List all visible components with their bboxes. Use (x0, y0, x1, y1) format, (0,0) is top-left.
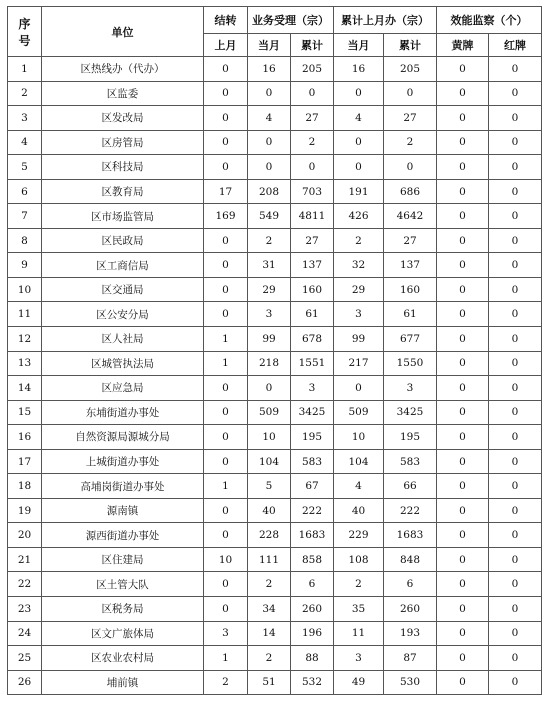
cell-carry-last-month: 1 (204, 327, 248, 352)
cell-yellow-card: 0 (437, 253, 489, 278)
cell-cumulative-total: 27 (384, 106, 437, 131)
cell-yellow-card: 0 (437, 130, 489, 155)
cell-business-total: 88 (291, 646, 334, 671)
cell-seq: 22 (8, 572, 42, 597)
cell-cumulative-total: 137 (384, 253, 437, 278)
cell-cumulative-total: 848 (384, 547, 437, 572)
cell-seq: 19 (8, 498, 42, 523)
header-this-month-cumulative: 当月 (334, 34, 384, 57)
cell-red-card: 0 (489, 646, 542, 671)
table-row (8, 572, 542, 597)
cell-cumulative-this-month: 104 (334, 449, 384, 474)
cell-red-card: 0 (489, 179, 542, 204)
cell-unit: 区民政局 (42, 228, 204, 253)
cell-cumulative-total: 2 (384, 130, 437, 155)
cell-cumulative-this-month: 35 (334, 597, 384, 622)
cell-cumulative-this-month: 108 (334, 547, 384, 572)
cell-cumulative-total: 222 (384, 498, 437, 523)
cell-business-this-month: 0 (248, 155, 291, 180)
cell-seq: 14 (8, 376, 42, 401)
cell-business-this-month: 104 (248, 449, 291, 474)
cell-seq: 10 (8, 277, 42, 302)
cell-business-this-month: 2 (248, 572, 291, 597)
cell-cumulative-this-month: 16 (334, 57, 384, 82)
table-row (8, 81, 542, 106)
cell-business-total: 260 (291, 597, 334, 622)
cell-carry-last-month: 0 (204, 302, 248, 327)
cell-carry-last-month: 0 (204, 106, 248, 131)
cell-red-card: 0 (489, 228, 542, 253)
table-row (8, 646, 542, 671)
cell-cumulative-this-month: 11 (334, 621, 384, 646)
cell-unit: 高埔岗街道办事处 (42, 474, 204, 499)
cell-business-this-month: 14 (248, 621, 291, 646)
cell-unit: 区公安分局 (42, 302, 204, 327)
cell-business-this-month: 34 (248, 597, 291, 622)
cell-business-total: 67 (291, 474, 334, 499)
cell-carry-last-month: 10 (204, 547, 248, 572)
cell-business-total: 1683 (291, 523, 334, 548)
cell-carry-last-month: 0 (204, 597, 248, 622)
cell-red-card: 0 (489, 302, 542, 327)
cell-business-total: 6 (291, 572, 334, 597)
cell-seq: 13 (8, 351, 42, 376)
cell-business-total: 3425 (291, 400, 334, 425)
cell-cumulative-total: 0 (384, 81, 437, 106)
header-yellow-card: 黄牌 (437, 34, 489, 57)
cell-seq: 7 (8, 204, 42, 229)
cell-unit: 区市场监管局 (42, 204, 204, 229)
cell-seq: 17 (8, 449, 42, 474)
cell-red-card: 0 (489, 106, 542, 131)
cell-business-total: 196 (291, 621, 334, 646)
cell-carry-last-month: 0 (204, 130, 248, 155)
cell-red-card: 0 (489, 670, 542, 695)
cell-cumulative-total: 193 (384, 621, 437, 646)
cell-seq: 11 (8, 302, 42, 327)
cell-cumulative-total: 530 (384, 670, 437, 695)
cell-unit: 埔前镇 (42, 670, 204, 695)
cell-carry-last-month: 0 (204, 449, 248, 474)
cell-red-card: 0 (489, 572, 542, 597)
cell-business-this-month: 4 (248, 106, 291, 131)
header-seq-top: 序 (18, 16, 31, 31)
cell-cumulative-this-month: 4 (334, 474, 384, 499)
table-row (8, 670, 542, 695)
cell-yellow-card: 0 (437, 498, 489, 523)
cell-seq: 12 (8, 327, 42, 352)
table-row (8, 498, 542, 523)
cell-seq: 24 (8, 621, 42, 646)
cell-unit: 区科技局 (42, 155, 204, 180)
cell-cumulative-total: 66 (384, 474, 437, 499)
cell-red-card: 0 (489, 155, 542, 180)
table-row (8, 376, 542, 401)
cell-yellow-card: 0 (437, 351, 489, 376)
cell-seq: 4 (8, 130, 42, 155)
cell-seq: 15 (8, 400, 42, 425)
cell-yellow-card: 0 (437, 425, 489, 450)
table-row (8, 155, 542, 180)
cell-business-this-month: 40 (248, 498, 291, 523)
cell-seq: 6 (8, 179, 42, 204)
header-seq-bottom: 号 (18, 33, 31, 48)
cell-seq: 2 (8, 81, 42, 106)
table-row (8, 179, 542, 204)
cell-unit: 区应急局 (42, 376, 204, 401)
cell-unit: 区房管局 (42, 130, 204, 155)
cell-seq: 9 (8, 253, 42, 278)
cell-yellow-card: 0 (437, 547, 489, 572)
cell-carry-last-month: 0 (204, 57, 248, 82)
table-row (8, 351, 542, 376)
cell-cumulative-this-month: 0 (334, 81, 384, 106)
cell-business-total: 160 (291, 277, 334, 302)
cell-business-total: 532 (291, 670, 334, 695)
cell-business-total: 205 (291, 57, 334, 82)
cell-seq: 26 (8, 670, 42, 695)
cell-red-card: 0 (489, 204, 542, 229)
cell-cumulative-this-month: 40 (334, 498, 384, 523)
cell-business-total: 27 (291, 106, 334, 131)
cell-cumulative-this-month: 0 (334, 130, 384, 155)
cell-red-card: 0 (489, 81, 542, 106)
header-red-card: 红牌 (489, 34, 542, 57)
table-row (8, 425, 542, 450)
header-total-business: 累计 (291, 34, 334, 57)
cell-carry-last-month: 2 (204, 670, 248, 695)
cell-carry-last-month: 0 (204, 376, 248, 401)
cell-yellow-card: 0 (437, 646, 489, 671)
cell-yellow-card: 0 (437, 474, 489, 499)
cell-cumulative-this-month: 191 (334, 179, 384, 204)
cell-business-this-month: 228 (248, 523, 291, 548)
cell-seq: 1 (8, 57, 42, 82)
cell-yellow-card: 0 (437, 81, 489, 106)
cell-unit: 区税务局 (42, 597, 204, 622)
cell-seq: 23 (8, 597, 42, 622)
cell-business-total: 1551 (291, 351, 334, 376)
header-this-month-business: 当月 (248, 34, 291, 57)
cell-cumulative-total: 686 (384, 179, 437, 204)
cell-cumulative-total: 260 (384, 597, 437, 622)
cell-business-this-month: 2 (248, 228, 291, 253)
cell-yellow-card: 0 (437, 302, 489, 327)
cell-carry-last-month: 0 (204, 523, 248, 548)
cell-carry-last-month: 0 (204, 277, 248, 302)
cell-unit: 自然资源局源城分局 (42, 425, 204, 450)
cell-business-this-month: 31 (248, 253, 291, 278)
cell-yellow-card: 0 (437, 670, 489, 695)
cell-red-card: 0 (489, 376, 542, 401)
cell-business-total: 0 (291, 81, 334, 106)
cell-carry-last-month: 0 (204, 498, 248, 523)
cell-cumulative-total: 3425 (384, 400, 437, 425)
cell-unit: 区发改局 (42, 106, 204, 131)
cell-cumulative-this-month: 49 (334, 670, 384, 695)
cell-business-this-month: 51 (248, 670, 291, 695)
cell-business-this-month: 99 (248, 327, 291, 352)
cell-yellow-card: 0 (437, 449, 489, 474)
cell-cumulative-this-month: 4 (334, 106, 384, 131)
cell-yellow-card: 0 (437, 179, 489, 204)
cell-seq: 25 (8, 646, 42, 671)
table-row (8, 302, 542, 327)
cell-business-total: 222 (291, 498, 334, 523)
cell-business-total: 2 (291, 130, 334, 155)
cell-cumulative-total: 4642 (384, 204, 437, 229)
cell-red-card: 0 (489, 498, 542, 523)
cell-cumulative-this-month: 99 (334, 327, 384, 352)
cell-cumulative-total: 6 (384, 572, 437, 597)
cell-red-card: 0 (489, 425, 542, 450)
cell-carry-last-month: 0 (204, 400, 248, 425)
cell-cumulative-total: 1550 (384, 351, 437, 376)
cell-unit: 东埔街道办事处 (42, 400, 204, 425)
table-row (8, 130, 542, 155)
cell-yellow-card: 0 (437, 204, 489, 229)
cell-cumulative-total: 0 (384, 155, 437, 180)
cell-yellow-card: 0 (437, 523, 489, 548)
cell-unit: 区文广旅体局 (42, 621, 204, 646)
cell-business-total: 583 (291, 449, 334, 474)
cell-cumulative-total: 195 (384, 425, 437, 450)
cell-cumulative-this-month: 3 (334, 646, 384, 671)
cell-cumulative-total: 3 (384, 376, 437, 401)
cell-red-card: 0 (489, 547, 542, 572)
cell-red-card: 0 (489, 130, 542, 155)
cell-yellow-card: 0 (437, 376, 489, 401)
cell-carry-last-month: 0 (204, 81, 248, 106)
cell-cumulative-this-month: 0 (334, 376, 384, 401)
cell-cumulative-this-month: 2 (334, 228, 384, 253)
cell-business-this-month: 0 (248, 376, 291, 401)
cell-business-total: 61 (291, 302, 334, 327)
cell-cumulative-this-month: 0 (334, 155, 384, 180)
cell-unit: 区城管执法局 (42, 351, 204, 376)
cell-cumulative-this-month: 32 (334, 253, 384, 278)
header-efficiency: 效能监察（个） (437, 7, 542, 34)
statistics-table (7, 6, 542, 695)
cell-business-this-month: 3 (248, 302, 291, 327)
cell-seq: 3 (8, 106, 42, 131)
cell-cumulative-total: 160 (384, 277, 437, 302)
cell-seq: 18 (8, 474, 42, 499)
cell-business-this-month: 509 (248, 400, 291, 425)
cell-red-card: 0 (489, 523, 542, 548)
table-row (8, 277, 542, 302)
cell-unit: 区住建局 (42, 547, 204, 572)
cell-seq: 20 (8, 523, 42, 548)
cell-seq: 8 (8, 228, 42, 253)
cell-business-total: 0 (291, 155, 334, 180)
cell-carry-last-month: 0 (204, 253, 248, 278)
cell-business-total: 858 (291, 547, 334, 572)
cell-yellow-card: 0 (437, 57, 489, 82)
cell-carry-last-month: 0 (204, 572, 248, 597)
cell-business-total: 4811 (291, 204, 334, 229)
cell-unit: 区交通局 (42, 277, 204, 302)
table-body (8, 57, 542, 695)
cell-business-this-month: 549 (248, 204, 291, 229)
cell-yellow-card: 0 (437, 277, 489, 302)
cell-cumulative-this-month: 217 (334, 351, 384, 376)
cell-unit: 区土管大队 (42, 572, 204, 597)
table-row (8, 228, 542, 253)
cell-red-card: 0 (489, 597, 542, 622)
cell-business-this-month: 16 (248, 57, 291, 82)
header-business: 业务受理（宗） (248, 7, 334, 34)
cell-red-card: 0 (489, 621, 542, 646)
cell-carry-last-month: 0 (204, 155, 248, 180)
cell-red-card: 0 (489, 253, 542, 278)
cell-cumulative-total: 87 (384, 646, 437, 671)
cell-yellow-card: 0 (437, 106, 489, 131)
table-row (8, 400, 542, 425)
cell-cumulative-this-month: 229 (334, 523, 384, 548)
cell-cumulative-total: 583 (384, 449, 437, 474)
cell-carry-last-month: 0 (204, 425, 248, 450)
table-row (8, 57, 542, 82)
cell-cumulative-this-month: 3 (334, 302, 384, 327)
cell-business-this-month: 111 (248, 547, 291, 572)
cell-yellow-card: 0 (437, 327, 489, 352)
table-row (8, 474, 542, 499)
cell-business-total: 137 (291, 253, 334, 278)
cell-seq: 16 (8, 425, 42, 450)
cell-cumulative-total: 61 (384, 302, 437, 327)
cell-unit: 区教育局 (42, 179, 204, 204)
cell-business-this-month: 2 (248, 646, 291, 671)
header-seq (8, 7, 42, 57)
cell-unit: 区农业农村局 (42, 646, 204, 671)
table-row (8, 523, 542, 548)
cell-cumulative-total: 27 (384, 228, 437, 253)
cell-seq: 21 (8, 547, 42, 572)
header-total-cumulative: 累计 (384, 34, 437, 57)
header-cumulative: 累计上月办（宗） (334, 7, 437, 34)
cell-red-card: 0 (489, 277, 542, 302)
table-row (8, 547, 542, 572)
table-row (8, 253, 542, 278)
table-row (8, 204, 542, 229)
cell-cumulative-this-month: 509 (334, 400, 384, 425)
table-row (8, 106, 542, 131)
cell-red-card: 0 (489, 351, 542, 376)
cell-unit: 上城街道办事处 (42, 449, 204, 474)
cell-business-total: 195 (291, 425, 334, 450)
table-row (8, 327, 542, 352)
cell-business-total: 703 (291, 179, 334, 204)
cell-yellow-card: 0 (437, 597, 489, 622)
table-row (8, 597, 542, 622)
cell-carry-last-month: 1 (204, 646, 248, 671)
cell-carry-last-month: 1 (204, 351, 248, 376)
cell-carry-last-month: 169 (204, 204, 248, 229)
cell-red-card: 0 (489, 400, 542, 425)
cell-unit: 区热线办（代办） (42, 57, 204, 82)
header-carry: 结转 (204, 7, 248, 34)
cell-cumulative-total: 1683 (384, 523, 437, 548)
cell-red-card: 0 (489, 474, 542, 499)
cell-yellow-card: 0 (437, 400, 489, 425)
cell-cumulative-this-month: 2 (334, 572, 384, 597)
cell-red-card: 0 (489, 57, 542, 82)
cell-business-this-month: 218 (248, 351, 291, 376)
cell-carry-last-month: 3 (204, 621, 248, 646)
cell-yellow-card: 0 (437, 621, 489, 646)
cell-business-this-month: 0 (248, 81, 291, 106)
cell-business-this-month: 29 (248, 277, 291, 302)
cell-cumulative-this-month: 426 (334, 204, 384, 229)
cell-unit: 源南镇 (42, 498, 204, 523)
table-row (8, 621, 542, 646)
cell-cumulative-total: 677 (384, 327, 437, 352)
cell-carry-last-month: 0 (204, 228, 248, 253)
cell-carry-last-month: 1 (204, 474, 248, 499)
cell-red-card: 0 (489, 449, 542, 474)
cell-carry-last-month: 17 (204, 179, 248, 204)
table-row (8, 449, 542, 474)
cell-yellow-card: 0 (437, 155, 489, 180)
cell-yellow-card: 0 (437, 572, 489, 597)
cell-cumulative-this-month: 10 (334, 425, 384, 450)
cell-business-this-month: 10 (248, 425, 291, 450)
cell-business-total: 27 (291, 228, 334, 253)
cell-cumulative-this-month: 29 (334, 277, 384, 302)
header-unit: 单位 (42, 7, 204, 57)
cell-business-this-month: 5 (248, 474, 291, 499)
cell-yellow-card: 0 (437, 228, 489, 253)
cell-unit: 源西街道办事处 (42, 523, 204, 548)
cell-business-this-month: 208 (248, 179, 291, 204)
header-last-month: 上月 (204, 34, 248, 57)
cell-business-this-month: 0 (248, 130, 291, 155)
cell-unit: 区人社局 (42, 327, 204, 352)
cell-business-total: 678 (291, 327, 334, 352)
cell-cumulative-total: 205 (384, 57, 437, 82)
cell-unit: 区监委 (42, 81, 204, 106)
cell-red-card: 0 (489, 327, 542, 352)
cell-seq: 5 (8, 155, 42, 180)
cell-unit: 区工商信局 (42, 253, 204, 278)
cell-business-total: 3 (291, 376, 334, 401)
